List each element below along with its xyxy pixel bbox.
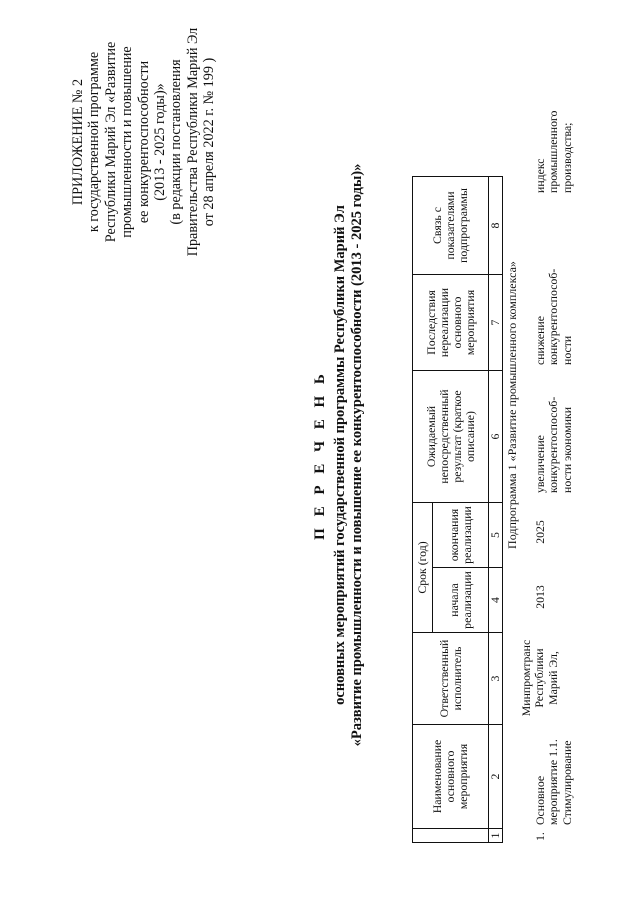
appendix-line: Правительства Республики Марий Эл xyxy=(184,27,201,257)
row-name xyxy=(534,723,574,825)
header-start: начала реализации xyxy=(433,568,489,633)
appendix-block xyxy=(70,7,218,277)
appendix-line: (в редакции постановления xyxy=(168,59,185,225)
appendix-line: (2013 - 2025 годы)» xyxy=(152,83,169,201)
header-end: окончания реализации xyxy=(433,503,489,568)
header-term: Срок (год) xyxy=(413,503,433,633)
row-result-word: ности xyxy=(559,463,574,493)
row-number: 1. xyxy=(533,832,547,841)
column-number: 3 xyxy=(489,633,503,725)
document-subtitle xyxy=(332,95,366,815)
row-link-line: индекс xyxy=(533,158,547,193)
appendix-line: от 28 апреля 2022 г. № 199 ) xyxy=(201,57,218,227)
header-link: Связь с показателями подпрограммы xyxy=(413,177,489,275)
row-name-number: 1.1. xyxy=(546,739,561,757)
row-link-line: производства; xyxy=(559,122,574,193)
row-link-line: промышленного xyxy=(546,110,561,193)
document-title: П Е Р Е Ч Е Н Ь xyxy=(312,370,328,540)
appendix-line: Республики Марий Эл «Развитие xyxy=(102,41,119,243)
row-executor-line: Минпромтранс xyxy=(519,639,533,717)
header-name: Наименование основного мероприятия xyxy=(413,725,489,829)
subtitle-line: основных мероприятий государственной программы Республики Марий Эл xyxy=(332,205,348,705)
subprogram-heading: Подпрограмма 1 «Развитие промышленного комплекса» xyxy=(505,261,519,549)
row-executor xyxy=(520,633,560,723)
row-consequences-line: конкурентоспособ- xyxy=(546,268,561,365)
column-number: 4 xyxy=(489,568,503,633)
column-number: 6 xyxy=(489,371,503,503)
row-executor-line: Республики xyxy=(532,648,547,708)
row-consequences-line: снижение xyxy=(533,316,547,365)
header-consequences: Последствия нереализации основного мероприятия xyxy=(413,275,489,371)
header-result: Ожидаемый непосредственный результат (краткое описание) xyxy=(413,371,489,503)
appendix-line: к государственной программе xyxy=(86,51,103,233)
row-link xyxy=(534,97,574,193)
column-number: 7 xyxy=(489,275,503,371)
row-executor-line: Марий Эл, xyxy=(545,651,560,705)
row-result-word: экономики xyxy=(559,406,574,461)
measures-table xyxy=(412,176,503,843)
row-result-line xyxy=(561,375,574,493)
column-number: 2 xyxy=(489,725,503,829)
appendix-line: ПРИЛОЖЕНИЕ № 2 xyxy=(70,78,86,206)
subtitle-line: «Развитие промышленности и повышение ее конкурентоспособности (2013 - 2025 годы)» xyxy=(349,163,365,747)
header-num xyxy=(413,829,489,843)
row-result xyxy=(534,375,574,493)
column-number: 8 xyxy=(489,177,503,275)
row-start-year: 2013 xyxy=(533,585,547,609)
row-consequences-line: ности xyxy=(559,335,574,365)
row-end-year: 2025 xyxy=(533,520,547,544)
column-number: 5 xyxy=(489,503,503,568)
appendix-line: промышленности и повышение xyxy=(119,46,136,238)
row-result-line: увеличение xyxy=(533,435,547,493)
column-number: 1 xyxy=(489,829,503,843)
row-name-line: Основное xyxy=(533,775,547,825)
header-executor: Ответственный исполнитель xyxy=(413,633,489,725)
row-name-line xyxy=(547,723,560,825)
row-name-word: мероприятие xyxy=(546,759,561,825)
row-name-line: Стимулирование xyxy=(559,740,574,825)
row-result-line: конкурентоспособ- xyxy=(546,396,561,493)
appendix-line: ее конкурентоспособности xyxy=(135,60,152,224)
row-consequences xyxy=(533,268,574,365)
